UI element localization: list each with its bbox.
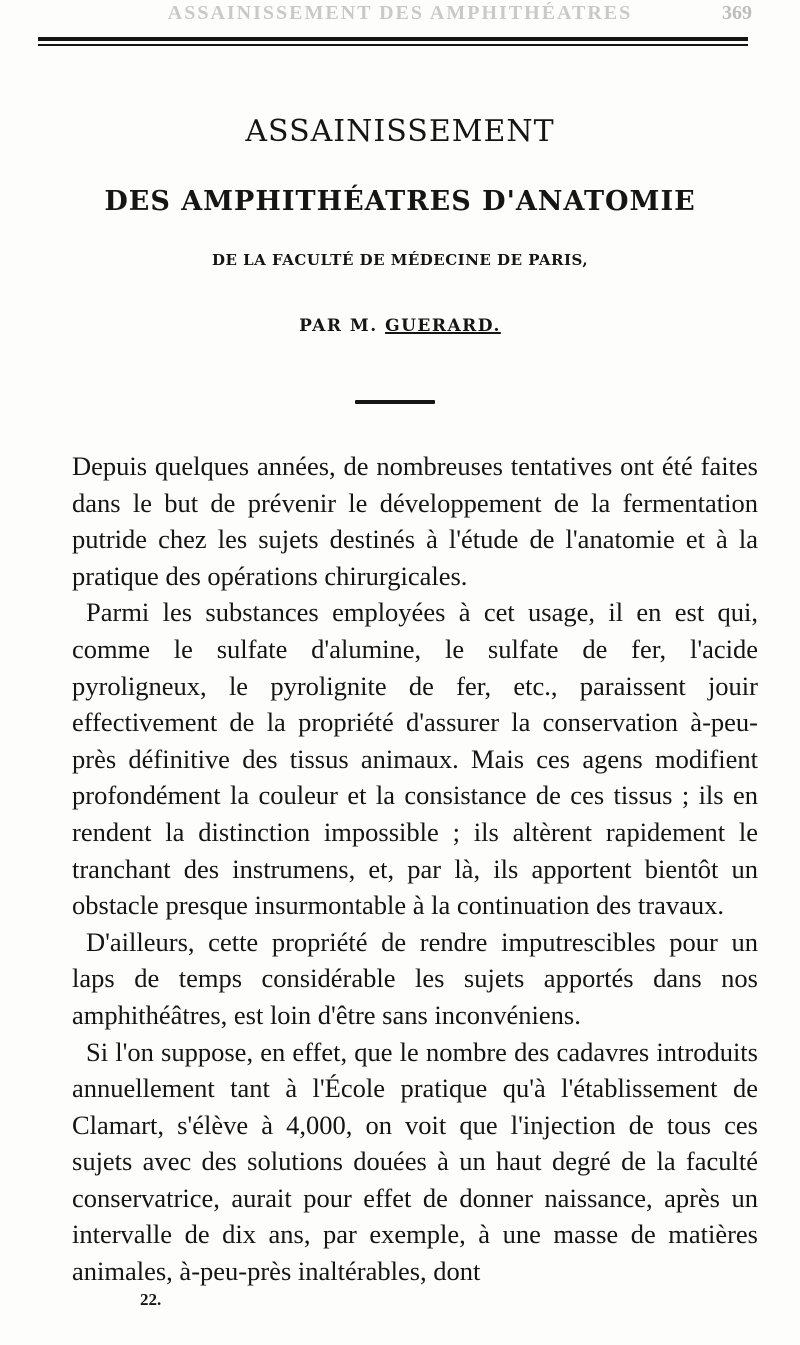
header-rule-thick [38, 37, 748, 41]
paragraph: Parmi les substances employées à cet usage, il en est qui, comme le sulfate d'alumine, le sulfate de fer, l'acide pyroligneux, le pyrolignite de fer, etc., paraissent jouir effectivement de la propriété d'assurer la conservation à-peu-près définitive des tissus animaux. Mais ces agens modifient profondément la couleur et la consistance de ces tissus ; ils en rendent la distinction impossible ; ils altèrent rapidement le tranchant des instrumens, et, par là, ils apportent bientôt un obstacle presque insurmontable à la continuation des travaux. [72, 597, 758, 921]
article-title: ASSAINISSEMENT [245, 114, 555, 149]
article-institution: DE LA FACULTÉ DE MÉDECINE DE PARIS, [211, 251, 589, 269]
byline-author: GUERARD. [385, 316, 501, 336]
paragraph: D'ailleurs, cette propriété de rendre imputrescibles pour un laps de temps considérable les sujets apportés dans nos amphithéâtres, est loin d'être sans inconvéniens. [72, 926, 758, 1030]
article-byline [0, 313, 800, 339]
byline-prefix: PAR M. [299, 316, 386, 336]
header-rule-thin [38, 44, 748, 46]
signature-mark: 22. [140, 1290, 162, 1309]
article-subtitle: DES AMPHITHÉATRES D'ANATOMIE [104, 186, 696, 217]
running-head: ASSAINISSEMENT DES AMPHITHÉATRES [167, 2, 633, 24]
paragraph: Depuis quelques années, de nombreuses tentatives ont été faites dans le but de prévenir le développement de la fermentation putride chez les sujets destinés à l'étude de l'anatomie et à la pratique des opérations chirurgicales. [72, 451, 758, 591]
article-body [72, 448, 758, 1290]
section-divider [355, 400, 435, 404]
page-number: 369 [722, 2, 752, 24]
paragraph: Si l'on suppose, en effet, que le nombre des cadavres introduits annuellement tant à l'École pratique qu'à l'établissement de Clamart, s'élève à 4,000, on voit que l'injection de tous ces sujets avec des solutions douées à un haut degré de la faculté conservatrice, aurait pour effet de donner naissance, après un intervalle de dix ans, par exemple, à une masse de matières animales, à-peu-près inaltérables, dont [72, 1036, 758, 1287]
